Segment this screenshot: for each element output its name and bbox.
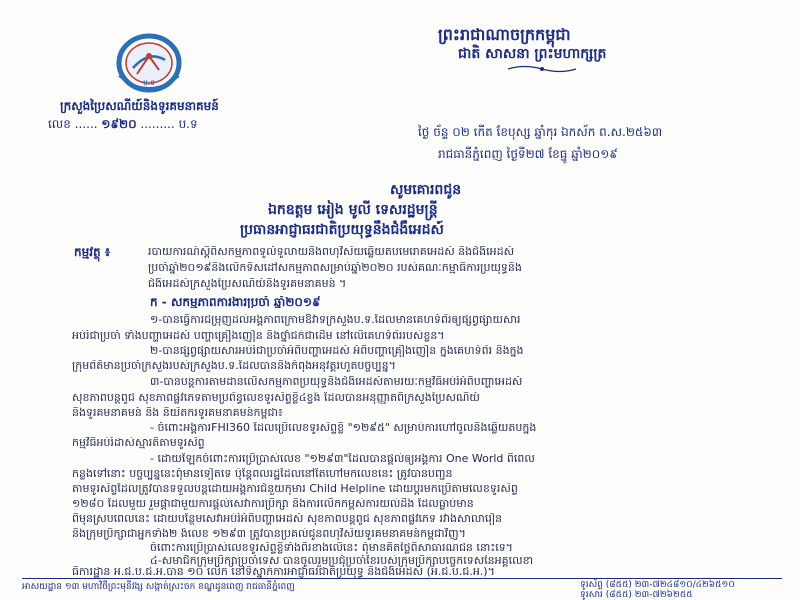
body-line: ២-បានផ្សព្វផ្សាយសារអប់រំជាប្រចាំអំពីបញ្ហាអេដស៍ អំពីបញ្ហាគ្រឿងញៀន ក្នុងគេហទំព័រ និងក្នុង	[150, 345, 524, 357]
logo-emblem-icon	[103, 30, 195, 96]
salutation-respect: សូមគោរពជូន	[390, 182, 462, 198]
footer-fax: ទូរសារ (៨៥៥) ២៣-៧២៦២៥៥	[580, 590, 693, 600]
body-line: ពីមុនស្របពេលនេះ ដោយបន្ថែមសេវាអប់រំអំពីបញ្ហាអេដស៍ សុខភាពបន្តពូជ សុខភាពផ្លូវភេទ រវាងសាលារៀន	[72, 513, 503, 525]
reference-number-line: លេខ ...... ១៩២០ ......... ប.ទ	[48, 117, 198, 131]
footer-contact	[580, 580, 735, 600]
body-line: ៣-បានបន្តការតាមដានលើសកម្មភាពប្រយុទ្ធនឹងជំងឺអេដស៍តាមរយៈកម្មវិធីអប់រំអំពីបញ្ហាអេដស៍	[150, 376, 523, 388]
place-date: រាជធានីភ្នំពេញ ថ្ងៃទី២៧ ខែធ្នូ ឆ្នាំ២០១៩	[438, 147, 618, 161]
body-line: - ដោយឡែកចំពោះការប្រើប្រាស់លេខ "១២៩៣"ដែលបានផ្តល់ឲ្យអង្គការ One World ពីពេល	[150, 453, 535, 465]
body-line: អប់រំជាប្រចាំ ទាំងបញ្ហាអេដស៍ បញ្ហាគ្រឿងញៀន និងថ្នាំជក់ជាដើម នៅលើគេហទំព័ររបស់ខ្លួន។	[72, 330, 445, 342]
body-line: - ចំពោះអង្គការFHI360 ដែលប្រើលេខទូរស័ព្ទខ្លី "១២៩៥" សម្រាប់ការហៅចូលនិងឆ្លើយតបក្នុង	[150, 422, 537, 434]
body-line: កន្លងទៅនោះ បច្ចុប្បន្ននេះពុំមានទៀតទេ ប៉ុន្តែពលរដ្ឋដែលនៅតែហៅមកលេខនេះ ត្រូវបានបញ្ជូន	[72, 468, 453, 480]
ref-prefix: លេខ	[48, 117, 71, 131]
body-line: ក្រុមព័ត៌មានប្រចាំក្រសួងរបស់ក្រសួងប.ទ.ដែលបាននិងកំពុងអនុវត្តរហូតបច្ចុប្បន្ន។	[72, 360, 396, 372]
section-heading: ក - សកម្មភាពការងារប្រចាំ ឆ្នាំ២០១៩	[150, 296, 321, 308]
footer-address: អាសយដ្ឋាន ១៣ មហាវិថីព្រះមុនីវង្ស សង្កាត់ស្រះចក ខណ្ឌដូនពេញ រាជធានីភ្នំពេញ	[22, 582, 295, 592]
logo-text: ប.ទ	[143, 79, 155, 87]
ministry-name: ក្រសួងប្រៃសណីយ៍និងទូរគមនាគមន៍	[60, 99, 219, 113]
ministry-logo	[103, 30, 195, 96]
subject-line: របាយការណ៍ស្តីពីសកម្មភាពទូលំទូលាយនិងពហុវិស័យឆ្លើយតបមេរោគអេដស៍ និងជំងឺអេដស៍	[148, 246, 515, 258]
body-line: ធិការដ្ឋាន អ.ជ.ប.ជ.អ.បាន ១០ លើក នៅទីស្នាក់ការអាជ្ញាធរជាតិប្រយុទ្ធ និងជំងឺអេដស៍ (អ.ជ.ប.ជ.អ.)។	[72, 566, 495, 578]
body-line: ១២៨០ ដែលមួយ រួមផ្តាជាមួយការផ្តល់សេវាការប្រឹក្សា និងការលើកកម្ពស់ការយល់ដឹង ដែលធ្លាប់មាន	[72, 498, 474, 510]
body-line: ៤-សមាជិកក្រុមប្រឹក្សាប្រចាំទេស បានចូលរួមប្រជុំប្រចាំខែរបស់ក្រុមប្រឹក្សាបច្ចេកទេសនៃអគ្គលេខា	[150, 555, 534, 567]
subject-label: កម្មវត្ថុ ៖	[74, 245, 111, 259]
recipient-name: ឯកឧត្តម អៀង មូលី ទេសរដ្ឋមន្ត្រី	[268, 202, 438, 218]
ornament-divider-icon	[506, 64, 578, 74]
body-line: សុខភាពបន្តពូជ សុខភាពផ្លូវភេទតាមប្រព័ន្ធលេខទូរស័ព្ទខ្លី៤ខ្ទង់ ដែលបានអនុញ្ញាតពីក្រសួងប្រៃសណីយ៍	[72, 392, 480, 404]
subject-line: ប្រចាំឆ្នាំ២០១៩និងលើកទិសដៅសកម្មភាពសម្រាប់ឆ្នាំ២០២០ របស់គណៈកម្មាធិការប្រយុទ្ធនឹង	[148, 262, 522, 274]
body-line: និងទូរគមនាគមន៍ និង និយ័តករទូរគមនាគមន៍កម្ពុជា៖	[72, 407, 283, 419]
ref-number: ១៩២០	[101, 117, 137, 131]
body-line: តាមទូរស័ព្ទដែលត្រូវបានទទួលបន្តដោយអង្គការជំនួយកុមារ Child Helpline ដោយប្តូរមកប្រើតាមលេខទូរស័ព្ទ	[72, 483, 518, 495]
lunar-date: ថ្ងៃ ច័ន្ទ ០២ កើត ខែបុស្ស ឆ្នាំកុរ ឯកស័ក ព.ស.២៥៦៣	[418, 125, 663, 139]
body-line: កម្មវិធីអប់រំដាស់ស្មារតីតាមទូរស័ព្ទ	[72, 437, 205, 449]
body-line: ចំពោះការប្រើប្រាស់លេខទូរស័ព្ទខ្លីទាំងពីរខាងលើនេះ ពុំមានគិតថ្លៃពីសាធារណជន នោះទេ។	[150, 542, 513, 554]
body-line: ១-បានធ្វើការជម្រុញដល់អង្គភាពក្រោមឱវាទក្រសួងប.ទ.ដែលមានគេហទំព័រឲ្យផ្សព្វផ្សាយសារ	[150, 314, 521, 326]
subject-line: ជំងឺអេដស៍ក្រសួងប្រៃសណីយ៍និងទូរគមនាគមន៍ ។	[148, 278, 347, 290]
national-motto: ជាតិ សាសនា ព្រះមហាក្សត្រ	[458, 46, 607, 62]
kingdom-title: ព្រះរាជាណាចក្រកម្ពុជា	[438, 25, 571, 44]
recipient-role: ប្រធានអាជ្ញាធរជាតិប្រយុទ្ធនឹងជំងឺអេដស៍	[240, 222, 444, 238]
body-line: និងក្រុមប្រឹក្សាជាអ្នកទាំង២ ងំលេខ ១២៩៣ ត្រូវបានប្រគល់ជូនពហុវិស័យទូរគមនាគមន៍កម្ពុជាវិញ។	[72, 528, 466, 540]
footer-phone: ទូរស័ព្ទ (៨៥៥) ២៣-៧២៤៨១០/៤២៦៥១០	[580, 580, 735, 590]
footer-divider	[22, 578, 782, 579]
ref-suffix: ប.ទ	[178, 117, 198, 131]
